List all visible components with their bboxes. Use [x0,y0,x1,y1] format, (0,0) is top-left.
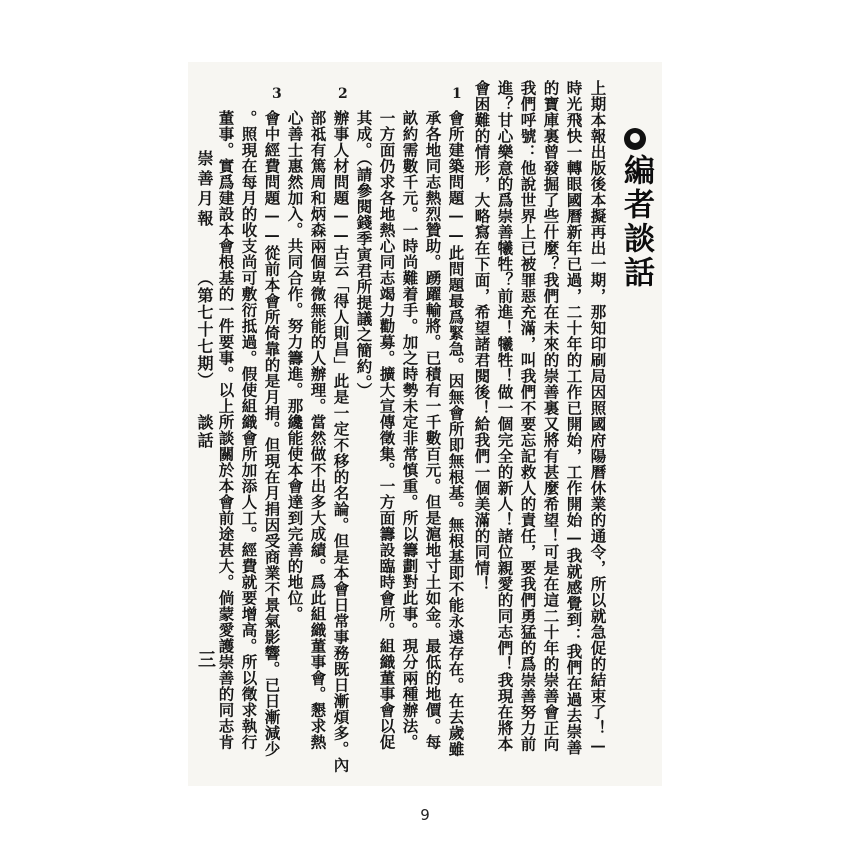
section-2-line: 部祗有篤周和炳森兩個卑微無能的人辦理。當然做不出多大成績。爲此組織董事會。懇求熱 [308,110,328,750]
page-number: 9 [420,806,430,824]
section-1-line: 一方面仍求各地熱心同志竭力勸募。擴大宣傳徵集。一方面籌設臨時會所。組織董事會以促 [377,110,397,750]
section-1-line: 其成。（請參閱錢季寅君所提議之簡約。） [354,110,374,399]
section-1-line: 會所建築問題——此問題最爲緊急。因無會所即無根基。無根基即不能永遠存在。在去歲雖 [446,110,466,757]
section-2-line: 心善士惠然加入。共同合作。努力籌進。那纔能使本會達到完善的地位。 [285,110,305,622]
intro-line: 時光飛快一轉眼國曆新年已過，二十年的工作已開始，工作開始—我就感覺到：我們在過去崇善 [564,80,584,756]
intro-line: 進？甘心樂意的爲崇善犧牲？前進！犧牲！做一個完全的新人！諸位親愛的同志們！我現在將本 [495,80,515,752]
section-number: 1 [452,86,462,102]
title-ornament-icon [624,128,646,150]
section-3-line: 會中經費問題——從前本會所倚靠的是月捐。但現在月捐因受商業不景氣影響。已日漸減少 [262,110,282,757]
intro-line: 上期本報出版後本擬再出一期，那知印刷局因照國府陽曆休業的通令，所以就急促的結束了！— [588,80,608,756]
section-number: 3 [272,86,282,102]
section-3-line: 董事。實爲建設本會根基的一件要事。以上所談關於本會前途甚大。倘蒙愛護崇善的同志肯 [216,110,236,750]
intro-line: 的寶庫裏曾發掘了些什麼？我們在未來的崇善裏又將有甚麼希望！可是在這二十年的崇善會正向 [541,80,561,752]
section-2-line: 辦事人材問題——古云「得人則昌」此是一定不移的名論。但是本會日常事務既日漸煩多。內 [331,110,351,773]
page-title: 編者談話 [618,154,654,290]
intro-line: 會困難的情形，大略寫在下面，希望諸君閱後！給我們一個美滿的同情！ [472,80,492,592]
page-number-cjk: 三 [195,650,216,669]
issue-number: （第七十七期） [195,270,214,389]
section-number: 2 [338,86,348,102]
intro-line: 我們呼號：他說世界上已被罪惡充滿，叫我們不要忘記救人的責任，要我們勇猛的爲崇善努力前 [518,80,538,752]
section-3-line: 。照現在每月的收支尚可敷衍抵過。假使組織會所加添人工。經費就要增高。所以徵求執行 [239,110,259,750]
magazine-name: 崇善月報 [195,150,214,230]
section-1-line: 承各地同志熱烈贊助。踴躍輸將。已積有一千數百元。但是滬地寸土如金。最低的地價。每 [423,110,443,750]
section-1-line: 畝約需數千元。一時尚難着手。加之時勢未定非常慎重。所以籌劃對此事。現分兩種辦法。 [400,110,420,750]
section-label: 談話 [195,414,214,450]
